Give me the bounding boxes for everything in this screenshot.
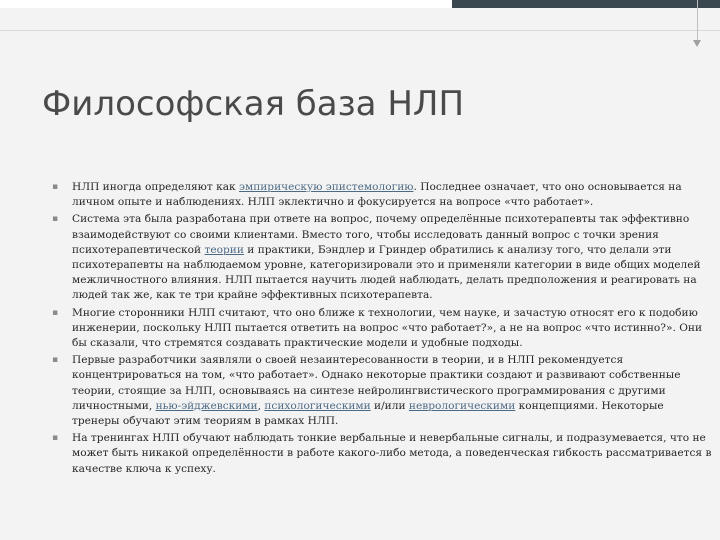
bullet-text: и/или [370,399,409,412]
bullet-text: концепциями. Некоторые тренеры обучают этим теориям в рамках НЛП. [72,399,664,428]
bullet-item-4 [52,353,712,429]
bullet-text: . Последнее означает, что оно основывается на личном опыте и наблюдениях. НЛП эклектично и фокусируется на вопросе «что работает». [72,181,682,209]
bullet-item-1 [52,180,712,210]
bullet-text: Многие сторонники НЛП считают, что оно ближе к технологии, чем науке, и зачастую относят его к подобию инженерии, поскольку НЛП пытается ответить на вопрос «что работает?», а не на вопрос «что истинно?». Они бы сказали, что стремятся создавать практические модели и удобные подходы. [72,306,703,350]
link-neurological[interactable]: неврологическими [408,399,516,412]
bullet-icon: ▪ [52,433,59,444]
bullet-text: НЛП иногда определяют как [72,181,240,193]
slide-title: Философская база НЛП [42,84,465,124]
bullet-list [52,180,712,479]
link-new-age[interactable]: нью-эйджевскими [155,399,258,412]
link-psychological[interactable]: психологическими [264,399,371,412]
bullet-text: Система эта была разработана при ответе на вопрос, почему определённые психотерапевты так эффективно взаимодействуют со своими клиентами. Вместо того, чтобы исследовать данный вопрос с точки зрения психотерапевтической [72,213,690,256]
bullet-text: и практики, Бэндлер и Гриндер обратились к анализу того, что делали эти психотерапевты на наблюдаемом уровне, категоризировали это и применяли категории в виде общих моделей межличностного влияния. НЛП пытается научить людей наблюдать, делать предположения и реагировать на людей так же, как те три крайне эффективных психотерапевта. [72,243,701,302]
bullet-item-5 [52,431,712,477]
bullet-icon: ▪ [52,182,59,192]
link-theory[interactable]: теории [204,243,244,256]
bullet-icon: ▪ [52,355,59,366]
top-bar [0,0,720,8]
corner-marker [693,40,701,47]
bullet-icon: ▪ [52,214,59,225]
bullet-text: На тренингах НЛП обучают наблюдать тонкие вербальные и невербальные сигналы, и подразумевается, что не может быть никакой определённости в работе какого-либо метода, а поведенческая гибкость рассматривается в качестве ключа к успеху. [72,432,712,475]
bullet-text: Первые разработчики заявляли о своей незаинтересованности в теории, и в НЛП рекомендуется концентрироваться на том, «что работает». Однако некоторые практики создают и развивают собственные теории, стоящие за НЛП, основываясь на синтезе нейролингвистического программирования с другими личностными, [72,354,681,412]
top-bar-accent [452,0,720,8]
bullet-text: , [257,399,265,412]
top-rule [0,30,720,31]
corner-line [697,0,698,40]
bullet-item-2 [52,212,712,303]
bullet-icon: ▪ [52,307,59,318]
bullet-item-3 [52,306,712,352]
link-empirical-epistemology[interactable]: эмпирическую эпистемологию [239,181,414,193]
